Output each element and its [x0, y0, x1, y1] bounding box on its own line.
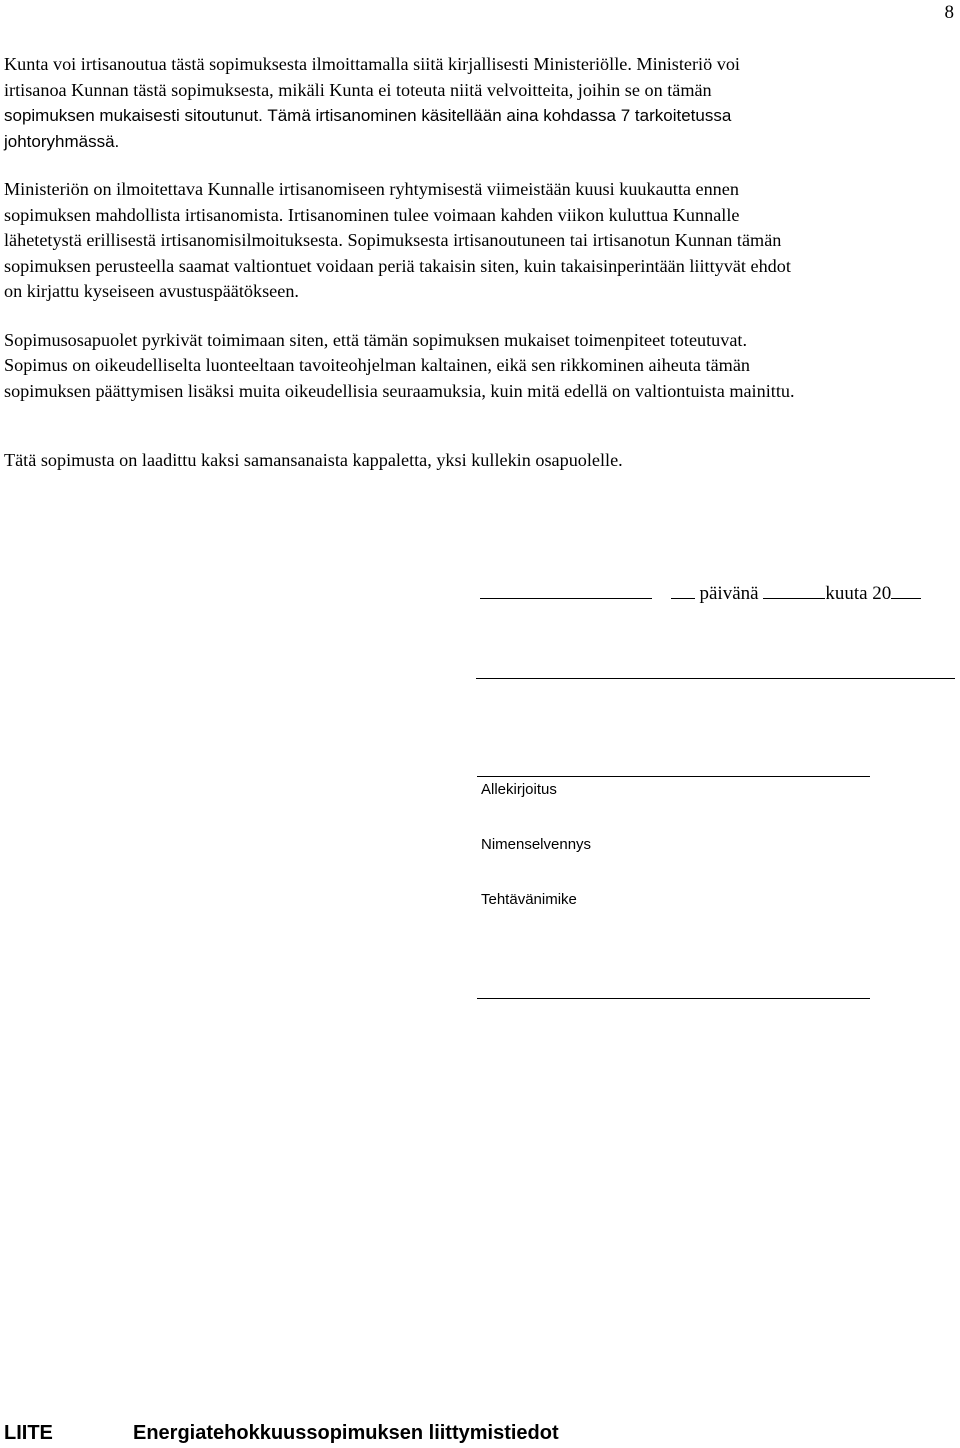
text-line: Tätä sopimusta on laadittu kaksi samansanaista kappaletta, yksi kullekin osapuolelle.	[4, 450, 623, 470]
year-blank[interactable]	[891, 580, 921, 599]
signature-line[interactable]	[476, 678, 955, 679]
paragraph-notice	[4, 177, 954, 305]
name-clarification-label: Nimenselvennys	[481, 836, 592, 853]
job-title-label: Tehtävänimike	[481, 891, 577, 908]
day-blank[interactable]	[671, 580, 695, 599]
month-label: kuuta 20	[825, 583, 892, 604]
text-line: Kunta voi irtisanoutua tästä sopimuksesta ilmoittamalla siitä kirjallisesti Ministeriölle. Ministeriö voi	[4, 54, 740, 74]
day-label: päivänä	[699, 583, 759, 604]
paragraph-obligations	[4, 328, 954, 405]
text-line: johtoryhmässä.	[4, 131, 120, 151]
month-blank[interactable]	[763, 580, 825, 599]
document-body	[4, 52, 954, 474]
footer-title: Energiatehokkuussopimuksen liittymistiedot	[133, 1422, 559, 1444]
text-line: sopimuksen perusteella saamat valtiontuet voidaan periä takaisin siten, kuin takaisinperintään liittyvät ehdot	[4, 255, 791, 276]
text-line: sopimuksen mahdollista irtisanomista. Irtisanominen tulee voimaan kahden viikon kuluttua Kunnalle	[4, 204, 740, 225]
signature-label: Allekirjoitus	[481, 781, 557, 798]
signature-line[interactable]	[477, 776, 870, 777]
text-line: Sopimusosapuolet pyrkivät toimimaan siten, että tämän sopimuksen mukaiset toimenpiteet toteutuvat.	[4, 329, 748, 350]
footer-attachment-label: LIITE	[4, 1422, 53, 1444]
text-line: Sopimus on oikeudelliselta luonteeltaan tavoiteohjelman kaltainen, eikä sen rikkominen aiheuta tämän	[4, 355, 750, 375]
place-blank[interactable]	[480, 580, 652, 599]
text-line: irtisanoa Kunnan tästä sopimuksesta, mikäli Kunta ei toteuta niitä velvoitteita, joihin se on tämän	[4, 79, 712, 100]
text-line: on kirjattu kyseiseen avustuspäätökseen.	[4, 281, 299, 301]
paragraph-copies	[4, 448, 954, 474]
text-line: sopimuksen päättymisen lisäksi muita oikeudellisia seuraamuksia, kuin mitä edellä on valtiontuista mainittu.	[4, 380, 795, 401]
paragraph-termination	[4, 52, 954, 154]
date-line	[480, 580, 921, 605]
signature-line[interactable]	[477, 998, 870, 999]
text-line: Ministeriön on ilmoitettava Kunnalle irtisanomiseen ryhtymisestä viimeistään kuusi kuukautta ennen	[4, 179, 739, 199]
page-number: 8	[944, 2, 954, 23]
text-line: sopimuksen mukaisesti sitoutunut. Tämä irtisanominen käsitellään aina kohdassa 7 tarkoitetussa	[4, 106, 732, 125]
text-line: lähetetystä erillisestä irtisanomisilmoituksesta. Sopimuksesta irtisanoutuneen tai irtisanotun Kunnan tämän	[4, 230, 782, 250]
